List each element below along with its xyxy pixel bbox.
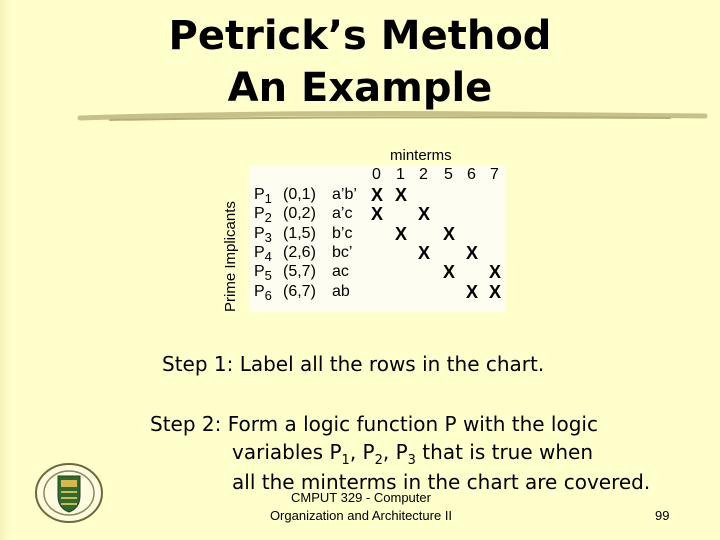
minterm-header-7: 7 bbox=[490, 166, 499, 183]
title-line-2: An Example bbox=[227, 65, 493, 111]
footer-line-1: CMPUT 329 - Computer bbox=[291, 490, 431, 505]
step-2-sub-2: 2 bbox=[374, 453, 383, 468]
footer-line-2: Organization and Architecture II bbox=[269, 508, 453, 523]
step-2-text-a: variables P bbox=[232, 440, 342, 464]
implicant-subscript: 6 bbox=[264, 287, 272, 303]
chart-minterms-label: minterms bbox=[390, 147, 452, 164]
implicant-subscript: 2 bbox=[264, 210, 272, 226]
implicant-term: a’b’ bbox=[332, 186, 357, 203]
implicant-label: $P_4$ bbox=[254, 243, 272, 265]
implicant-cover: (0,1) bbox=[283, 186, 316, 203]
implicant-term: ab bbox=[332, 282, 350, 300]
coverage-mark: X bbox=[489, 262, 502, 283]
implicant-label: $P_6$ bbox=[254, 282, 272, 303]
step-2-text-d: that is true when bbox=[415, 440, 594, 464]
implicant-term: bc’ bbox=[332, 243, 353, 261]
implicant-cover: (6,7) bbox=[283, 282, 316, 300]
university-crest-icon bbox=[34, 462, 104, 524]
step-2-sub-3: 3 bbox=[407, 453, 416, 468]
implicant-label: $P_2$ bbox=[254, 205, 272, 226]
coverage-mark: X bbox=[371, 185, 384, 205]
title-underline-brushstroke bbox=[70, 108, 710, 124]
step-2-line-3: all the minterms in the chart are covered. bbox=[232, 470, 651, 494]
implicant-cover: (2,6) bbox=[283, 243, 316, 261]
implicant-subscript: 1 bbox=[264, 191, 272, 207]
minterm-header-1: 1 bbox=[396, 166, 405, 183]
minterm-header-0: 0 bbox=[372, 166, 381, 183]
coverage-mark: X bbox=[395, 185, 408, 205]
coverage-mark: X bbox=[371, 204, 384, 225]
implicant-label: $P_1$ bbox=[254, 186, 272, 207]
implicant-term: ac bbox=[332, 263, 349, 281]
footer-course bbox=[248, 489, 474, 525]
implicant-label: $P_5$ bbox=[254, 263, 272, 284]
coverage-mark: X bbox=[418, 204, 431, 225]
coverage-mark: X bbox=[443, 262, 456, 283]
implicant-subscript: 5 bbox=[264, 268, 272, 284]
step-2-line-1: Step 2: Form a logic function P with the logic bbox=[150, 412, 598, 436]
implicant-cover: (0,2) bbox=[283, 205, 316, 223]
step-1-text: Step 1: Label all the rows in the chart. bbox=[162, 352, 545, 376]
implicant-cover: (5,7) bbox=[283, 263, 316, 281]
step-2-sub-1: 1 bbox=[341, 453, 350, 468]
slide-title bbox=[0, 10, 720, 114]
coverage-mark: X bbox=[418, 242, 431, 263]
implicant-cover: (1,5) bbox=[283, 224, 316, 242]
implicant-label: $P_3$ bbox=[254, 224, 272, 245]
minterm-header-5: 5 bbox=[444, 166, 453, 183]
coverage-mark: X bbox=[443, 223, 456, 244]
implicant-term: b’c bbox=[332, 224, 353, 242]
implicant-term: a’c bbox=[332, 205, 353, 223]
step-2-text-c: , P bbox=[382, 440, 408, 464]
implicant-subscript: 3 bbox=[264, 229, 272, 245]
step-2-line-2 bbox=[232, 440, 593, 468]
step-2-text-b: , P bbox=[349, 440, 375, 464]
coverage-mark: X bbox=[489, 281, 502, 302]
minterm-header-2: 2 bbox=[419, 166, 428, 183]
coverage-mark: X bbox=[395, 223, 408, 244]
coverage-mark: X bbox=[466, 281, 479, 302]
chart-y-label: Prime Implicants bbox=[222, 201, 239, 312]
title-line-1: Petrick’s Method bbox=[168, 13, 552, 59]
minterm-header-6: 6 bbox=[467, 166, 476, 183]
implicant-subscript: 4 bbox=[264, 249, 272, 265]
coverage-mark: X bbox=[466, 242, 479, 263]
page-number: 99 bbox=[655, 508, 670, 523]
